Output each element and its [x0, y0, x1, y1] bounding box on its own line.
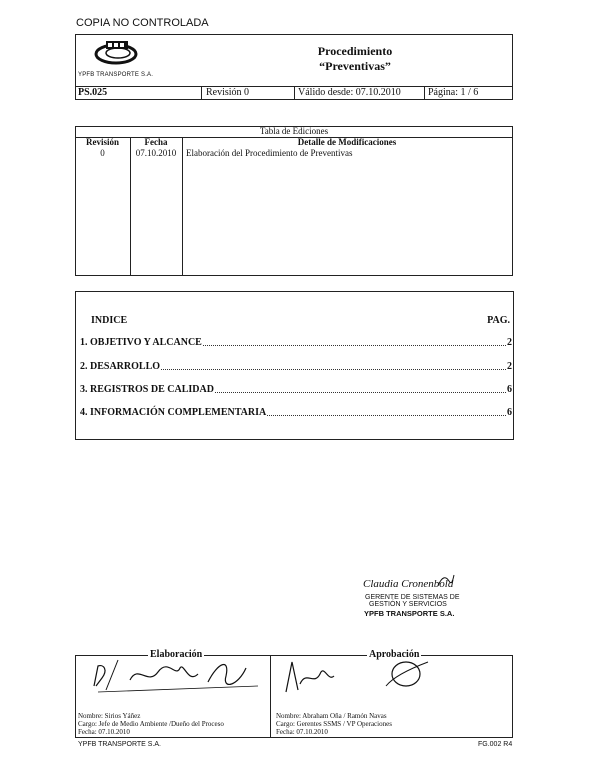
uncontrolled-copy-label: COPIA NO CONTROLADA: [76, 17, 209, 29]
index-leader-dots: [215, 391, 506, 393]
form-code: FG.002 R4: [478, 741, 513, 748]
elaborator-role: Cargo: Jefe de Medio Ambiente /Dueño del Proceso: [78, 720, 224, 728]
logo-company-name: YPFB TRANSPORTE S.A.: [78, 72, 154, 78]
stamp-company: YPFB TRANSPORTE S.A.: [364, 609, 455, 618]
index-item-3[interactable]: [80, 384, 512, 395]
table-row-detail: Elaboración del Procedimiento de Preventivas: [186, 148, 353, 158]
header-divider-1: [201, 86, 202, 99]
table-row-date: 07.10.2010: [135, 148, 177, 158]
column-header-date: Fecha: [144, 137, 168, 147]
approver-role: Cargo: Gerentes SSMS / VP Operaciones: [276, 720, 392, 728]
table-row-revision: 0: [100, 148, 105, 158]
page-number-label: Página: 1 / 6: [428, 87, 479, 98]
index-item-page: 6: [507, 384, 512, 395]
index-item-label: 2. DESARROLLO: [80, 361, 161, 372]
index-leader-dots: [267, 414, 506, 416]
document-title-line1: Procedimiento: [317, 44, 393, 58]
index-item-2[interactable]: [80, 361, 512, 372]
approver-date: Fecha: 07.10.2010: [276, 728, 328, 736]
company-logo-icon: [92, 38, 144, 68]
company-logo: [92, 38, 144, 68]
document-code: PS.025: [78, 87, 108, 98]
index-item-page: 2: [507, 337, 512, 348]
stamp-signature-name: Claudia Cronenbold: [363, 578, 454, 590]
document-title-line2: “Preventivas”: [319, 59, 391, 73]
revision-label: Revisión 0: [206, 87, 250, 98]
editions-right-border: [512, 126, 513, 276]
index-item-label: 3. REGISTROS DE CALIDAD: [80, 384, 214, 395]
index-page-column-label: PAG.: [487, 315, 510, 326]
index-item-1[interactable]: [80, 337, 512, 348]
approval-stamp: [355, 578, 465, 628]
index-item-page: 2: [507, 361, 512, 372]
header-left-border: [75, 34, 76, 99]
header-right-border: [512, 34, 513, 99]
elaboration-label: Elaboración: [150, 649, 203, 660]
elaborator-name: Nombre: Sirios Yáñez: [78, 712, 141, 720]
index-title: INDICE: [91, 315, 128, 326]
elaborator-signature-icon: [88, 656, 268, 696]
header-divider-2: [294, 86, 295, 99]
footer-bottom-border: [75, 737, 513, 738]
column-header-revision: Revisión: [85, 137, 119, 147]
editions-table-bottom: [75, 275, 513, 276]
footer-company: YPFB TRANSPORTE S.A.: [78, 741, 161, 748]
approver-signature-icon: [282, 656, 432, 696]
approval-label: Aprobación: [369, 649, 420, 660]
column-header-detail: Detalle de Modificaciones: [297, 137, 397, 147]
editions-col-divider-2: [182, 137, 183, 275]
header-divider-3: [424, 86, 425, 99]
header-bottom-border: [75, 99, 513, 100]
valid-from-label: Válido desde: 07.10.2010: [298, 87, 401, 98]
footer-left-border: [75, 655, 76, 737]
index-leader-dots: [161, 368, 506, 370]
index-item-label: 4. INFORMACIÓN COMPLEMENTARIA: [80, 407, 267, 418]
index-leader-dots: [203, 344, 506, 346]
footer-center-divider: [270, 655, 271, 737]
footer-right-border: [512, 655, 513, 737]
approver-name: Nombre: Abraham Oña / Ramón Navas: [276, 712, 387, 720]
header-top-border: [75, 34, 513, 35]
signature-flourish-icon: [437, 574, 455, 588]
stamp-role-line2: GESTIÓN Y SERVICIOS: [369, 601, 447, 608]
editions-table-title: Tabla de Ediciones: [259, 126, 329, 136]
index-item-4[interactable]: [80, 407, 512, 418]
index-item-page: 6: [507, 407, 512, 418]
stamp-role-line1: GERENTE DE SISTEMAS DE: [365, 594, 460, 601]
elaborator-date: Fecha: 07.10.2010: [78, 728, 130, 736]
index-item-label: 1. OBJETIVO Y ALCANCE: [80, 337, 202, 348]
